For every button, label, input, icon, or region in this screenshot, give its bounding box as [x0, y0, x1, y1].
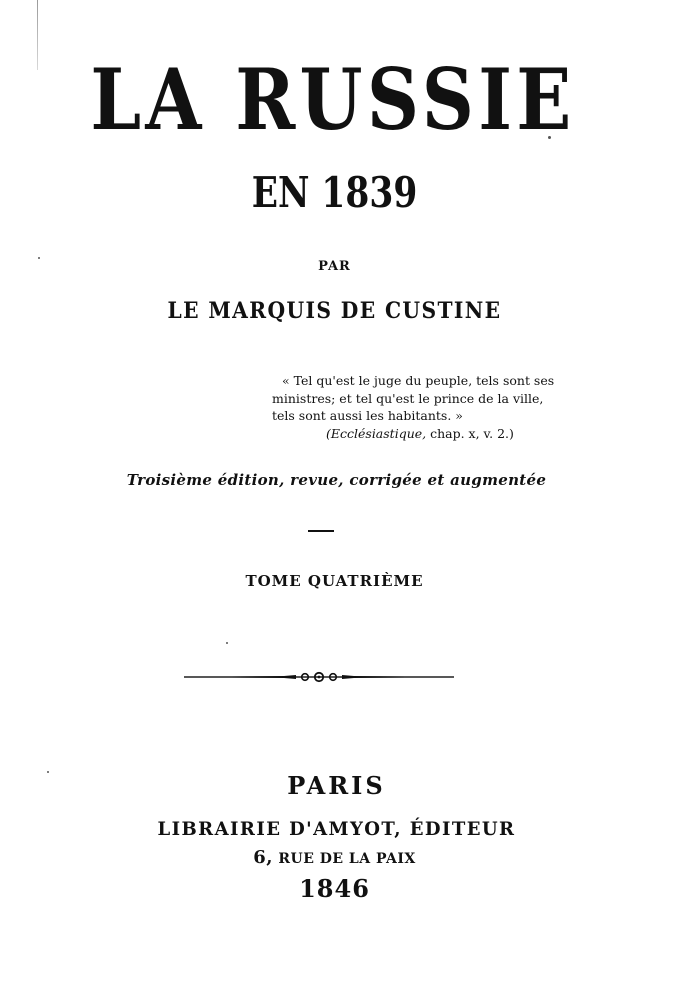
- epigraph-line-1: « Tel qu'est le juge du peuple, tels sont ses: [282, 373, 555, 388]
- imprint-year: 1846: [299, 874, 370, 903]
- epigraph-source-work: (Ecclésiastique,: [326, 425, 427, 441]
- ink-speck: [226, 642, 228, 644]
- imprint-publisher: LIBRAIRIE D'AMYOT, ÉDITEUR: [157, 818, 516, 840]
- book-subtitle: EN 1839: [251, 168, 418, 217]
- imprint-address: [0, 847, 679, 868]
- epigraph: [272, 372, 562, 442]
- byline-word: PAR: [318, 259, 351, 274]
- epigraph-line-3: tels sont aussi les habitants. »: [272, 408, 463, 423]
- address-street: RUE DE LA PAIX: [278, 851, 416, 867]
- volume-label: TOME QUATRIÈME: [245, 572, 424, 590]
- scan-margin-line: [37, 0, 38, 70]
- ornamental-rule: [184, 669, 454, 685]
- divider-rule: [308, 530, 334, 532]
- imprint-city: PARIS: [287, 771, 386, 800]
- epigraph-source-ref: chap. x, v. 2.): [430, 425, 514, 441]
- book-title: LA RUSSIE: [90, 50, 576, 149]
- edition-statement: Troisième édition, revue, corrigée et augmentée: [126, 471, 547, 489]
- epigraph-citation: [272, 425, 562, 443]
- author-name: LE MARQUIS DE CUSTINE: [167, 298, 502, 324]
- address-number: 6,: [253, 847, 273, 868]
- epigraph-line-2: ministres; et tel qu'est le prince de la ville,: [272, 390, 544, 406]
